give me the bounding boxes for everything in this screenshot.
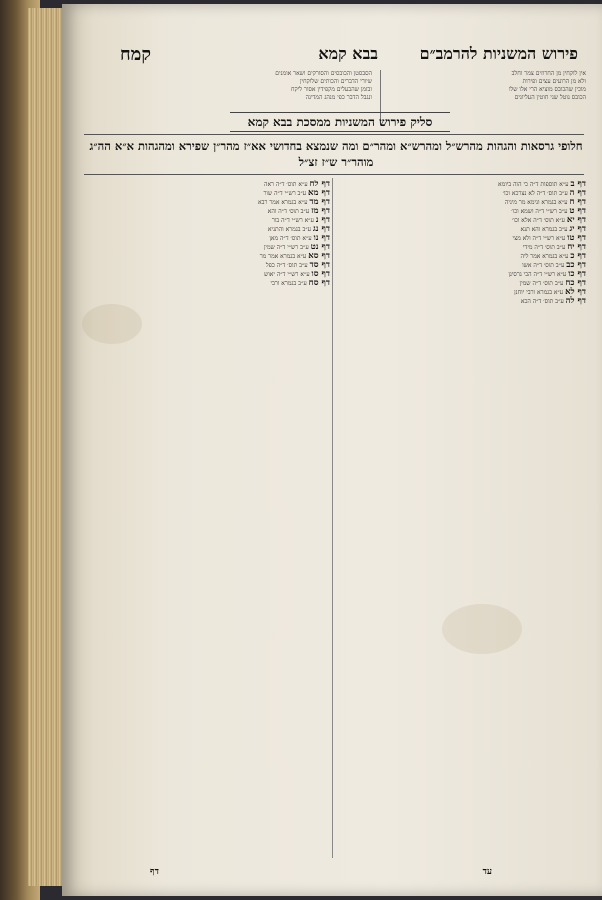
note-text: ע״ב תוס׳ ד״ה כפל — [265, 262, 308, 269]
note-text: ע״ב תוס׳ ד״ה שמין — [519, 280, 564, 287]
text-line: אין לוקחין מן החרוזים צמר וחלב — [511, 70, 586, 77]
note-text: ע״א בגמרא אמר ליה — [520, 253, 569, 260]
catchword-right: עד — [482, 867, 492, 877]
note-entry — [336, 279, 586, 288]
horizontal-rule — [84, 134, 584, 135]
folio-reference: דף מז — [311, 206, 330, 216]
folio-reference: דף סא — [308, 251, 330, 261]
column-divider — [332, 178, 333, 858]
note-entry — [336, 207, 586, 216]
text-line: הסבסטן והכובסים והסורקים ושאר אומנים — [275, 70, 372, 77]
note-text: ע״ב רש״י ד״ה שמין — [263, 244, 309, 251]
folio-reference: דף סד — [309, 260, 330, 270]
folio-reference: דף טו — [567, 233, 586, 243]
note-entry — [86, 261, 330, 270]
right-text-column — [336, 180, 586, 860]
note-text: ע״א תוס׳ ד״ה מאן — [269, 235, 312, 242]
note-entry — [86, 189, 330, 198]
folio-reference: דף מד — [309, 197, 330, 207]
folio-reference: דף סו — [311, 269, 330, 279]
tractate-name: בבא קמא — [318, 44, 378, 63]
folio-number: קמח — [120, 44, 151, 65]
folio-reference: דף נו — [313, 233, 330, 243]
folio-reference: דף ט — [569, 206, 586, 216]
note-entry — [336, 243, 586, 252]
note-text: ע״ב רש״י ד״ה ושמא וכו׳ — [511, 208, 568, 215]
note-entry — [336, 189, 586, 198]
note-text: ע״א רש״י ד״ה יאוש — [263, 271, 310, 278]
text-line: ובזמן שהבעלים מקפידין אסור ליקח — [290, 86, 372, 93]
note-entry — [336, 180, 586, 189]
note-entry — [336, 252, 586, 261]
note-text: ע״ב בגמרא והתניא — [267, 226, 312, 233]
folio-reference: דף יא — [566, 215, 586, 225]
folio-reference: דף כו — [568, 269, 586, 279]
folio-reference: דף ה — [569, 188, 586, 198]
note-text: ע״א בגמרא ונימא מר מיניה — [504, 199, 568, 206]
folio-reference: דף ב — [570, 180, 586, 189]
folio-reference: דף ח — [569, 197, 586, 207]
note-entry — [86, 279, 330, 288]
note-entry — [336, 288, 586, 297]
folio-reference: דף כח — [565, 278, 586, 288]
note-entry — [336, 297, 586, 306]
note-text: ע״א רש״י ד״ה הכי גרסינן — [508, 271, 567, 278]
note-entry — [86, 180, 330, 189]
note-text: ע״א בגמרא אמר רבא — [257, 199, 308, 206]
note-entry — [86, 243, 330, 252]
folio-reference: דף כב — [566, 260, 586, 270]
note-text: ע״ב תוס׳ ד״ה מידי — [522, 244, 566, 251]
note-entry — [336, 270, 586, 279]
note-entry — [336, 198, 586, 207]
text-line: הכובס נוטל שני חוטין העליונים — [514, 94, 586, 101]
note-entry — [86, 225, 330, 234]
folio-reference: דף נט — [310, 242, 330, 252]
folio-reference: דף לח — [309, 180, 330, 189]
folio-reference: דף נ — [315, 215, 330, 225]
horizontal-rule — [84, 174, 584, 175]
note-text: ע״ב רש״י ד״ה שור — [263, 190, 307, 197]
note-entry — [336, 261, 586, 270]
catchword-left: דף — [150, 867, 159, 877]
folio-reference: דף לה — [565, 296, 586, 306]
page-header — [80, 44, 588, 72]
note-text: ע״ב בגמרא והא תנא — [520, 226, 568, 233]
left-text-column — [86, 180, 330, 860]
note-entry — [86, 216, 330, 225]
note-text: ע״ב תוס׳ ד״ה אשו — [522, 262, 565, 269]
note-text: ע״א רש״י ד״ה ולא מצי — [512, 235, 566, 242]
text-line: שיורי הדברים והכותים שלוקחין — [300, 78, 372, 85]
note-text: ע״א תוס׳ ד״ה ראה — [264, 181, 308, 188]
note-text: ע״ב בגמרא ורבי — [270, 280, 307, 287]
note-text: ע״א תוס׳ ד״ה אלא וכו׳ — [512, 217, 565, 224]
folio-reference: דף נג — [312, 224, 330, 234]
note-entry — [86, 234, 330, 243]
note-text: ע״א רש״י ד״ה בור — [271, 217, 314, 224]
text-line: ונגבל הדבר כפי מנהג המדינה — [305, 94, 372, 101]
note-text: ע״א בגמרא ורבי יוחנן — [514, 289, 564, 296]
note-text: ע״א תוספות ד״ה כי הוה ביומא — [498, 181, 569, 188]
folio-reference: דף לא — [565, 287, 586, 297]
note-entry — [336, 216, 586, 225]
main-heading: חלופי גרסאות והגהות מהרש״ל ומהרש״א ומהר״ם ומה שנמצא בחדושי אא״ז מהר״ן שפירא ומהגהות א״א הה״ג מוהר״ר ש״ז זצ״ל — [89, 139, 583, 169]
folio-reference: דף סח — [308, 278, 330, 288]
note-entry — [86, 270, 330, 279]
note-entry — [336, 225, 586, 234]
folio-reference: דף יג — [569, 224, 586, 234]
note-text: ע״ב תוס׳ ד״ה הכא — [520, 298, 564, 305]
note-text: ע״ב תוס׳ ד״ה והא — [267, 208, 310, 215]
text-line: ולא מן הרועים עצים ופירות — [522, 78, 586, 85]
note-entry — [86, 198, 330, 207]
note-text: ע״א בגמרא אמר מר — [259, 253, 307, 260]
folio-reference: דף כ — [570, 251, 586, 261]
folio-reference: דף מא — [308, 188, 330, 198]
note-entry — [86, 207, 330, 216]
section-end-banner: סליק פירוש המשניות ממסכת בבא קמא — [230, 112, 450, 132]
note-entry — [86, 252, 330, 261]
folio-reference: דף יח — [567, 242, 586, 252]
note-entry — [336, 234, 586, 243]
text-line: מוכין שהכובס מוציא הרי אלו שלו — [508, 86, 586, 93]
note-text: ע״ב תוס׳ ד״ה לא נצרכא וכו׳ — [502, 190, 568, 197]
commentary-title: פירוש המשניות להרמב״ם — [419, 44, 578, 63]
